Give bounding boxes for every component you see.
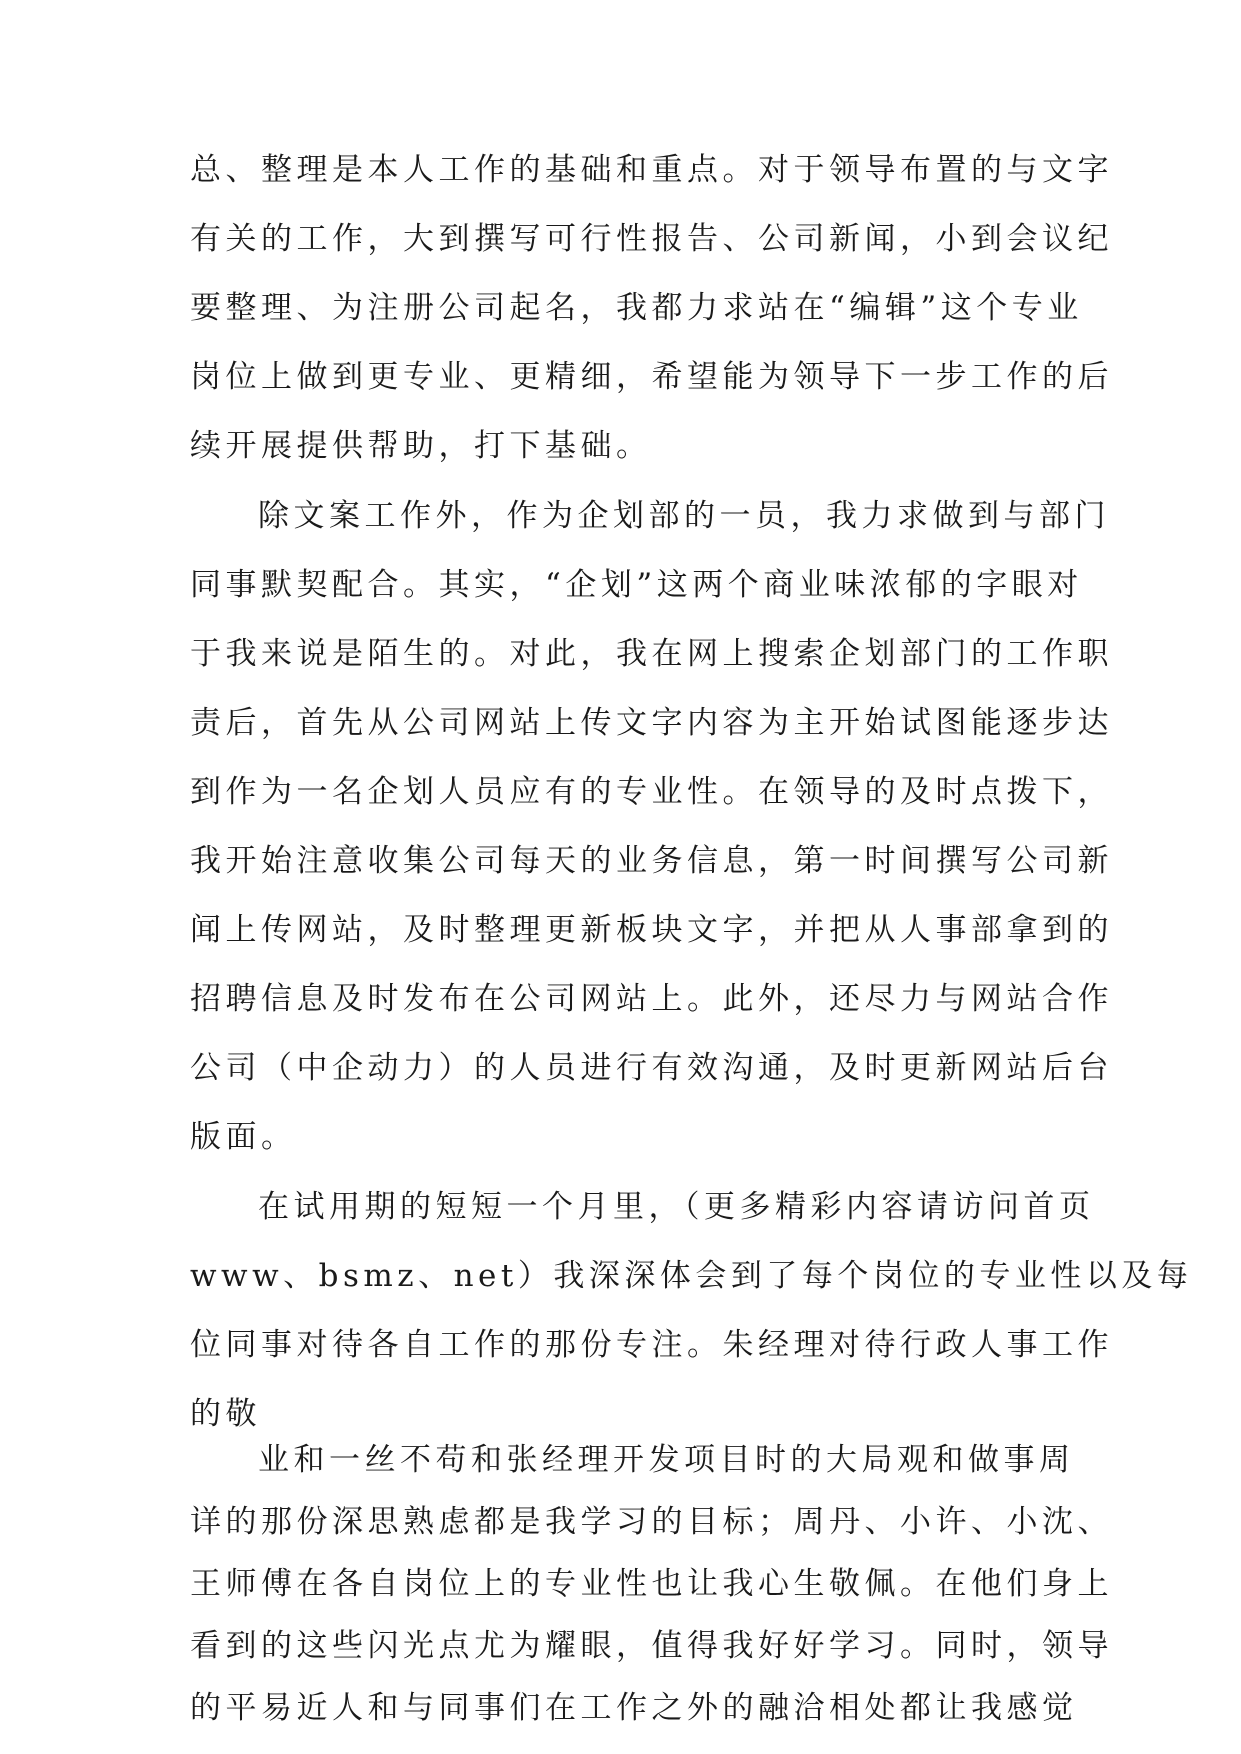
paragraph-start-line: 在试用期的短短一个月里，（更多精彩内容请访问首页 <box>258 1189 1095 1225</box>
text-line: 版面。 <box>190 1119 297 1155</box>
text-line: 的平易近人和与同事们在工作之外的融洽相处都让我感觉 <box>190 1690 1078 1726</box>
paragraph-start-line: 除文案工作外，作为企划部的一员，我力求做到与部门 <box>258 498 1110 534</box>
text-line: 有关的工作，大到撰写可行性报告、公司新闻，小到会议纪 <box>190 221 1113 257</box>
text-line: 岗位上做到更专业、更精细，希望能为领导下一步工作的后 <box>190 359 1113 395</box>
text-line: 看到的这些闪光点尤为耀眼，值得我好好学习。同时，领导 <box>190 1628 1113 1664</box>
text-line: 要整理、为注册公司起名，我都力求站在“编辑”这个专业 <box>190 290 1083 326</box>
text-line: 总、整理是本人工作的基础和重点。对于领导布置的与文字 <box>190 152 1113 188</box>
text-line: 到作为一名企划人员应有的专业性。在领导的及时点拨下， <box>190 774 1113 810</box>
text-line: 招聘信息及时发布在公司网站上。此外，还尽力与网站合作 <box>190 981 1113 1017</box>
text-line: 闻上传网站，及时整理更新板块文字，并把从人事部拿到的 <box>190 912 1113 948</box>
text-line: 位同事对待各自工作的那份专注。朱经理对待行政人事工作 <box>190 1327 1113 1363</box>
text-line: www、bsmz、net）我深深体会到了每个岗位的专业性以及每 <box>190 1258 1193 1294</box>
text-line: 王师傅在各自岗位上的专业性也让我心生敬佩。在他们身上 <box>190 1566 1113 1602</box>
text-line: 续开展提供帮助，打下基础。 <box>190 428 652 464</box>
text-line: 责后，首先从公司网站上传文字内容为主开始试图能逐步达 <box>190 705 1113 741</box>
text-line: 我开始注意收集公司每天的业务信息，第一时间撰写公司新 <box>190 843 1113 879</box>
text-line: 公司（中企动力）的人员进行有效沟通，及时更新网站后台 <box>190 1050 1113 1086</box>
text-line: 于我来说是陌生的。对此，我在网上搜索企划部门的工作职 <box>190 636 1113 672</box>
paragraph-start-line: 业和一丝不苟和张经理开发项目时的大局观和做事周 <box>258 1442 1075 1478</box>
text-line: 同事默契配合。其实，“企划”这两个商业味浓郁的字眼对 <box>190 567 1083 603</box>
text-line: 的敬 <box>190 1396 261 1432</box>
text-line: 详的那份深思熟虑都是我学习的目标；周丹、小许、小沈、 <box>190 1504 1113 1540</box>
